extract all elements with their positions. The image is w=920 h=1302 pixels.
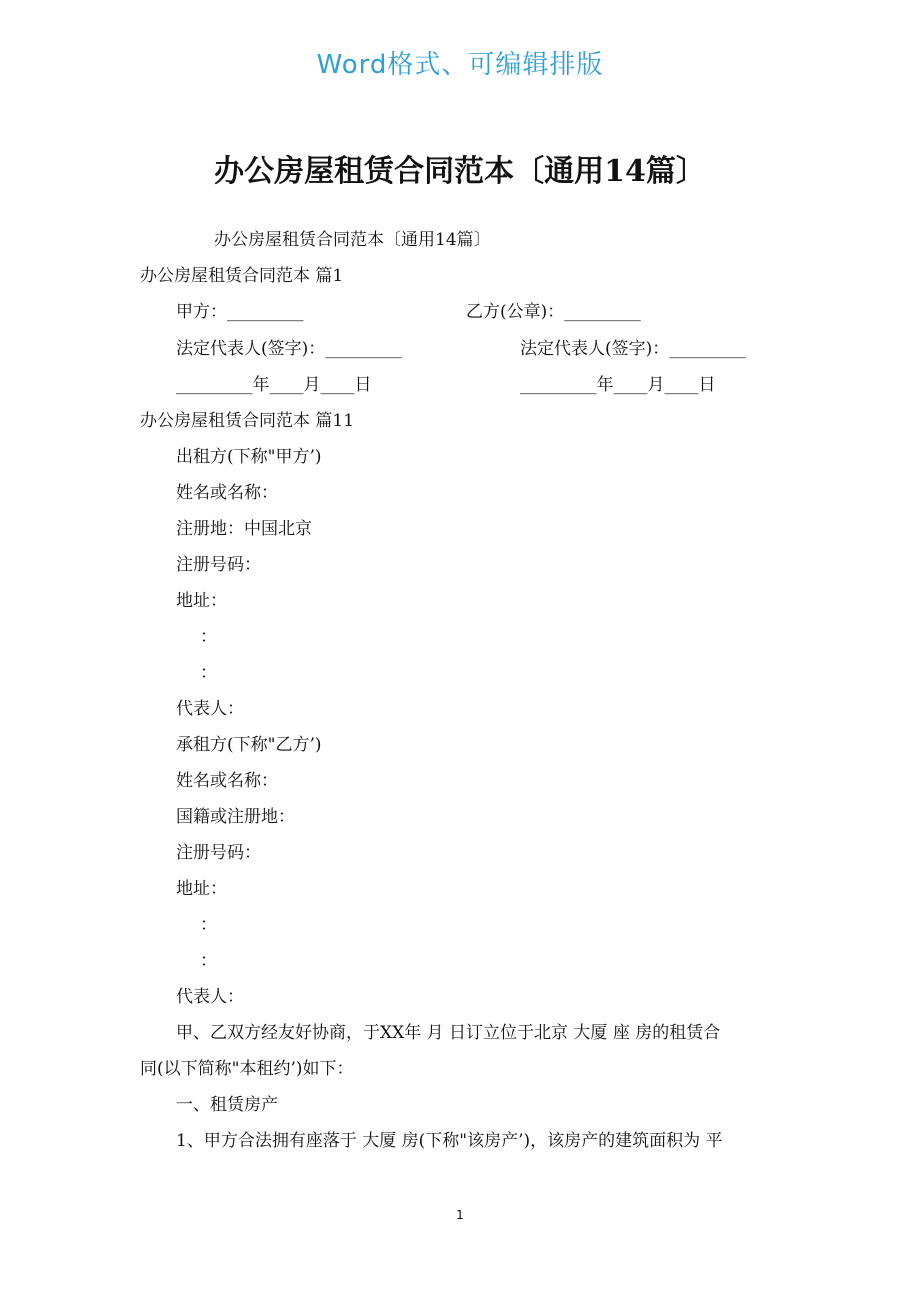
section-heading-11: 办公房屋租赁合同范本 篇11 [140, 411, 355, 431]
lessor-reg-no: 注册号码： [176, 555, 261, 575]
lessee-address: 地址： [176, 879, 227, 899]
agreement-paragraph-line-2: 同(以下简称"本租约’)如下： [140, 1059, 354, 1079]
document-title: 办公房屋租赁合同范本〔通用14篇〕 [214, 154, 706, 189]
lessor-rep: 代表人： [176, 699, 244, 719]
lessee-label: 承租方(下称"乙方’) [176, 735, 322, 755]
lessor-label: 出租方(下称"甲方’) [176, 447, 322, 467]
party-a-field: 甲方：_________ [176, 302, 304, 322]
lessee-rep: 代表人： [176, 987, 244, 1007]
lessor-name: 姓名或名称： [176, 483, 278, 503]
lessee-colon-1: ： [200, 915, 217, 935]
section-heading-1: 办公房屋租赁合同范本 篇1 [140, 266, 344, 286]
lessee-nationality: 国籍或注册地： [176, 807, 295, 827]
subtitle: 办公房屋租赁合同范本〔通用14篇〕 [214, 230, 491, 250]
clause-1-item-1: 1、甲方合法拥有座落于 大厦 房(下称"该房产’)，该房产的建筑面积为 平 [176, 1131, 723, 1151]
agreement-paragraph-line-1: 甲、乙双方经友好协商，于XX年 月 日订立位于北京 大厦 座 房的租赁合 [176, 1023, 721, 1043]
lessee-name: 姓名或名称： [176, 771, 278, 791]
header-banner: Word格式、可编辑排版 [316, 50, 604, 80]
date-a-field: _________年____月____日 [176, 375, 372, 395]
rep-a-field: 法定代表人(签字)：_________ [176, 339, 402, 359]
lessor-address: 地址： [176, 591, 227, 611]
lessor-colon-1: ： [200, 627, 217, 647]
page-number: 1 [456, 1208, 464, 1222]
lessor-registered: 注册地：中国北京 [176, 519, 312, 539]
date-b-field: _________年____月____日 [520, 375, 716, 395]
party-b-field: 乙方(公章)：_________ [466, 302, 641, 322]
rep-b-field: 法定代表人(签字)：_________ [520, 339, 746, 359]
lessor-colon-2: ： [200, 663, 217, 683]
clause-1-heading: 一、租赁房产 [176, 1095, 278, 1115]
lessee-colon-2: ： [200, 951, 217, 971]
lessee-reg-no: 注册号码： [176, 843, 261, 863]
